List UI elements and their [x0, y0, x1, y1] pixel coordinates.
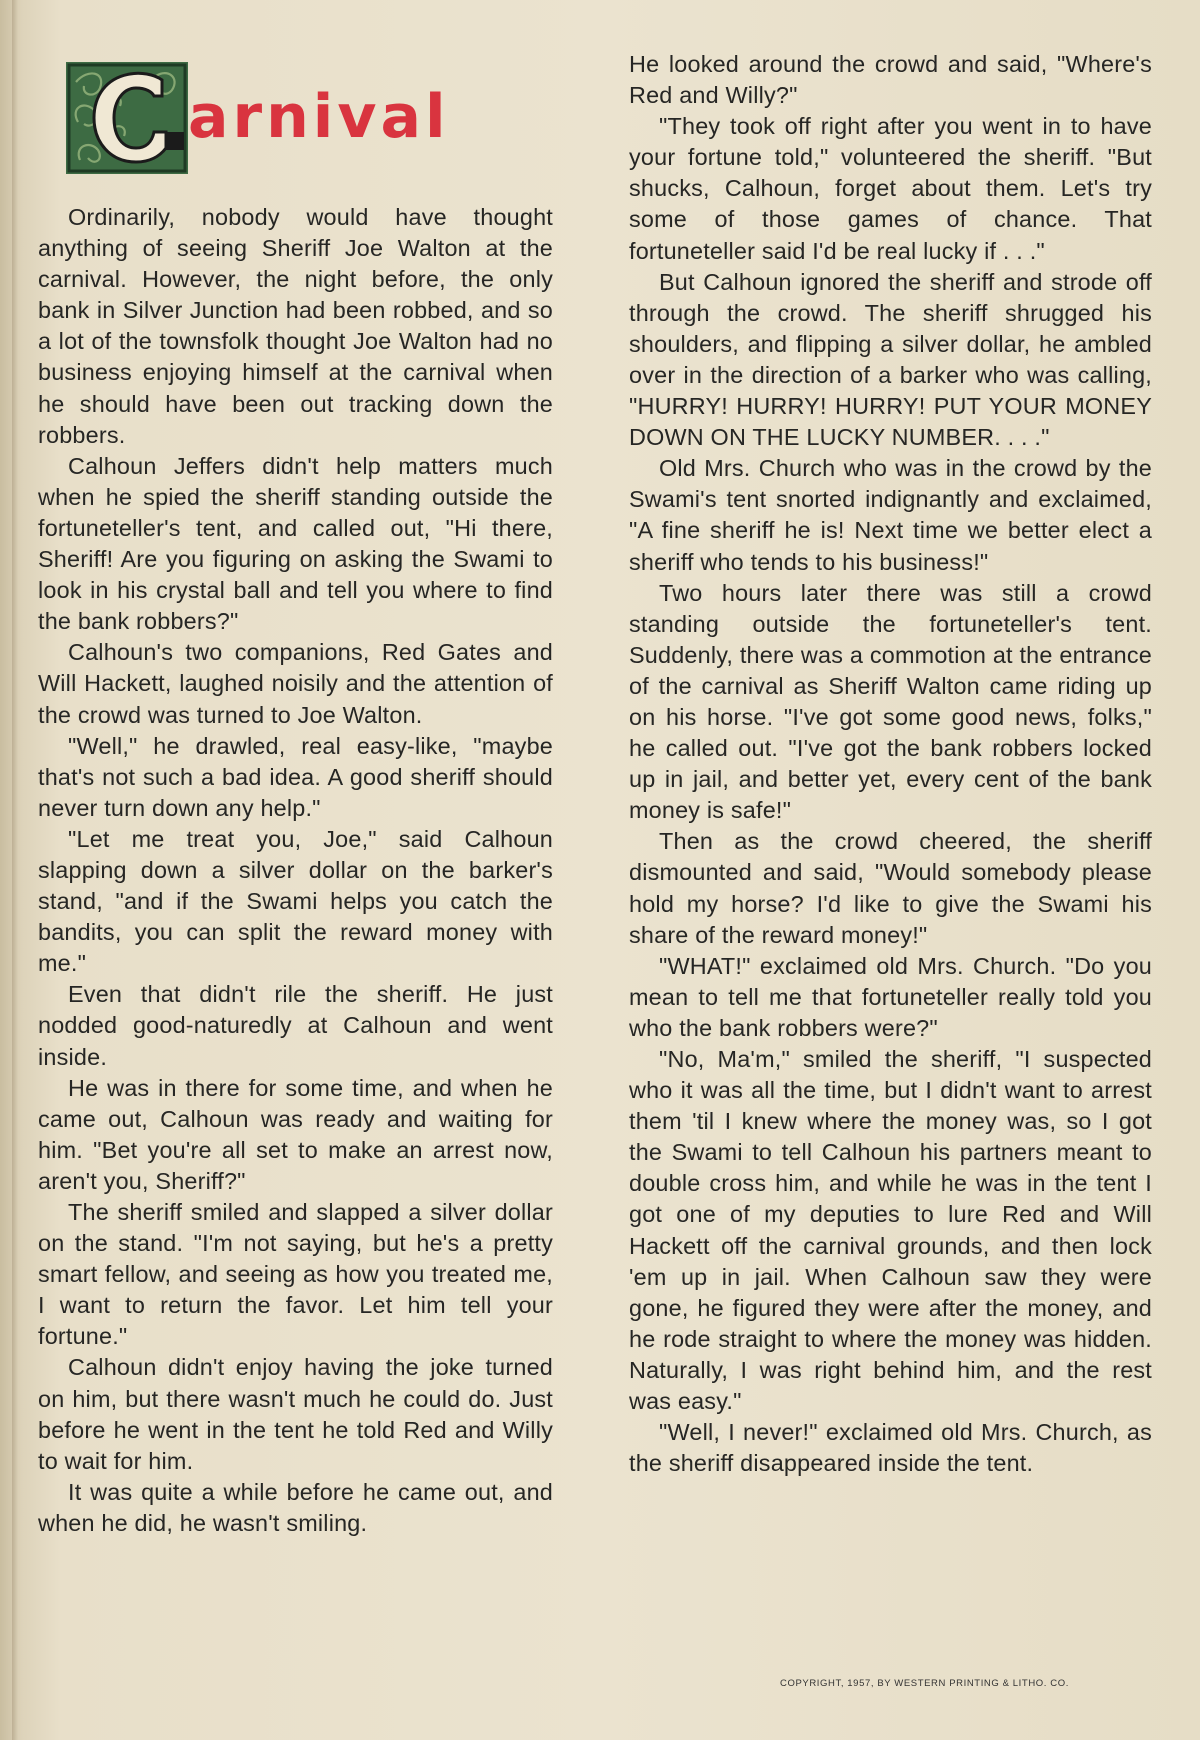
story-title [66, 62, 536, 172]
paragraph: Calhoun didn't enjoy having the joke turned on him, but there wasn't much he could do. Just before he went in the tent he told Red and Willy to wait for him. [38, 1354, 553, 1474]
paragraph: But Calhoun ignored the sheriff and strode off through the crowd. The sheriff shrugged his shoulders, and flipping a silver dollar, he ambled over in the direction of a barker who was calling, "HURRY! HURRY! HURRY! PUT YOUR MONEY DOWN ON THE LUCKY NUMBER. . . ." [629, 268, 1152, 451]
left-column [38, 202, 553, 1539]
paragraph: Even that didn't rile the sheriff. He just nodded good-naturedly at Calhoun and went inside. [38, 981, 553, 1070]
page-fold-shadow [12, 0, 18, 1740]
dropcap-c-ornament [66, 62, 188, 174]
paragraph: Calhoun's two companions, Red Gates and Will Hackett, laughed noisily and the attention of the crowd was turned to Joe Walton. [38, 639, 553, 728]
copyright-notice: COPYRIGHT, 1957, BY WESTERN PRINTING & LITHO. CO. [780, 1678, 1069, 1689]
paragraph: "Well, I never!" exclaimed old Mrs. Church, as the sheriff disappeared inside the tent. [629, 1419, 1152, 1477]
paragraph: He was in there for some time, and when he came out, Calhoun was ready and waiting for him. "Bet you're all set to make an arrest now, aren't you, Sheriff?" [38, 1074, 553, 1194]
paragraph: Calhoun Jeffers didn't help matters much when he spied the sheriff standing outside the fortuneteller's tent, and called out, "Hi there, Sheriff! Are you figuring on asking the Swami to look in his crystal ball and tell you where to find the bank robbers?" [38, 452, 553, 635]
title-text: arnival [188, 82, 450, 152]
paragraph: Old Mrs. Church who was in the crowd by the Swami's tent snorted indignantly and exclaimed, "A fine sheriff he is! Next time we better elect a sheriff who tends to his business!" [629, 455, 1152, 575]
paragraph: He looked around the crowd and said, "Where's Red and Willy?" [629, 51, 1152, 109]
paragraph: "WHAT!" exclaimed old Mrs. Church. "Do you mean to tell me that fortuneteller really told you who the bank robbers were?" [629, 952, 1152, 1041]
dropcap-serif [166, 132, 184, 150]
paragraph: It was quite a while before he came out, and when he did, he wasn't smiling. [38, 1478, 553, 1536]
paragraph: Two hours later there was still a crowd standing outside the fortuneteller's tent. Suddenly, there was a commotion at the entrance of the carnival as Sheriff Walton came riding up on his horse. "I've got some good news, folks," he called out. "I've got the bank robbers locked up in jail, and better yet, every cent of the bank money is safe!" [629, 579, 1152, 824]
paragraph: Ordinarily, nobody would have thought anything of seeing Sheriff Joe Walton at the carnival. However, the night before, the only bank in Silver Junction had been robbed, and so a lot of the townsfolk thought Joe Walton had no business enjoying himself at the carnival when he should have been out tracking down the robbers. [38, 204, 553, 448]
paragraph: The sheriff smiled and slapped a silver dollar on the stand. "I'm not saying, but he's a pretty smart fellow, and seeing as how you treated me, I want to return the favor. Let him tell your fortune." [38, 1199, 553, 1350]
paragraph: "Well," he drawled, real easy-like, "maybe that's not such a bad idea. A good sheriff should never turn down any help." [38, 732, 553, 821]
right-column [629, 49, 1152, 1479]
paragraph: "Let me treat you, Joe," said Calhoun slapping down a silver dollar on the barker's stand, "and if the Swami helps you catch the bandits, you can split the reward money with me." [38, 825, 553, 977]
paragraph: Then as the crowd cheered, the sheriff dismounted and said, "Would somebody please hold my horse? I'd like to give the Swami his share of the reward money!" [629, 828, 1152, 948]
paragraph: "No, Ma'm," smiled the sheriff, "I suspected who it was all the time, but I didn't want to arrest them 'til I knew where the money was, so I got the Swami to tell Calhoun his partners meant to double cross him, and while he was in the tent I got one of my deputies to lure Red and Will Hackett off the carnival grounds, and then lock 'em up in jail. When Calhoun saw they were gone, he figured they were after the money, and he rode straight to where the money was hidden. Naturally, I was right behind him, and the rest was easy." [629, 1046, 1152, 1415]
paragraph: "They took off right after you went in to have your fortune told," volunteered the sheriff. "But shucks, Calhoun, forget about them. Let's try some of those games of chance. That fortuneteller said I'd be real lucky if . . ." [629, 113, 1152, 264]
